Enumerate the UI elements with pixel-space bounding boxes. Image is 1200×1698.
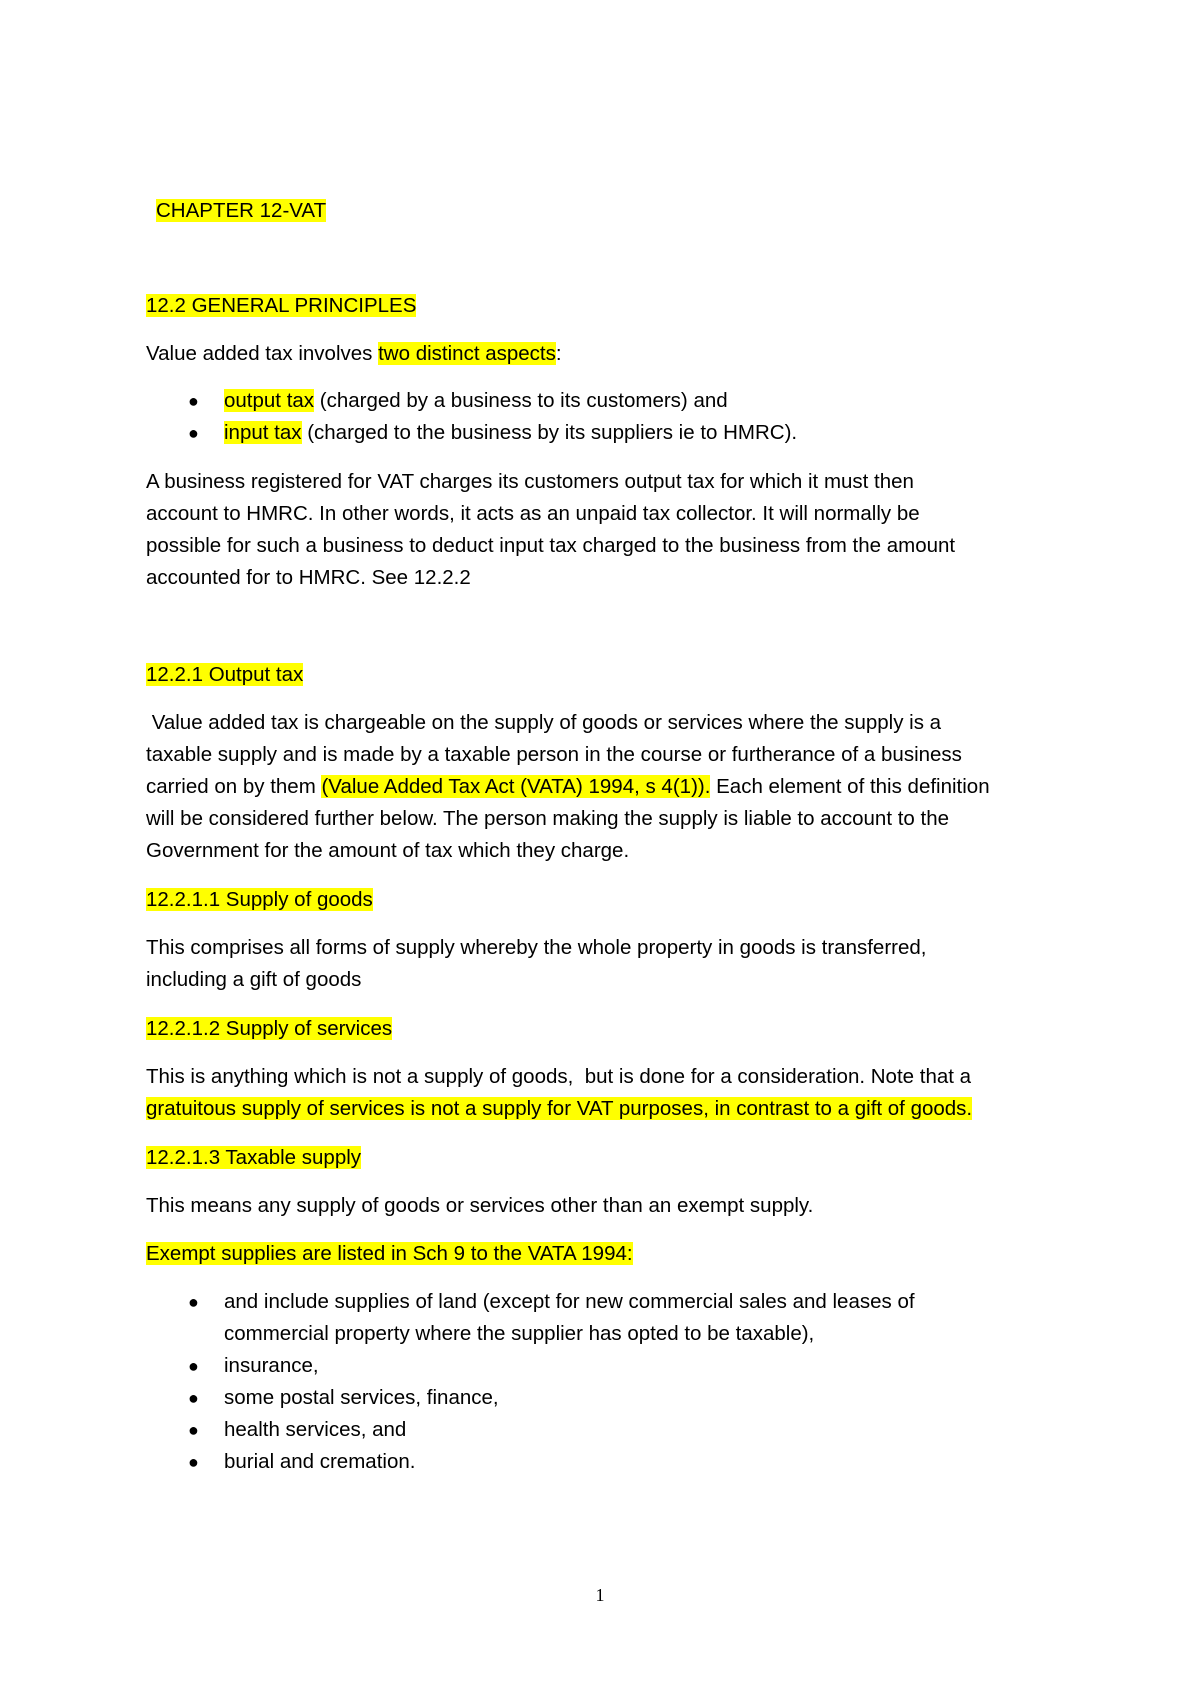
section-heading-taxable-supply: 12.2.1.3 Taxable supply	[146, 1146, 362, 1169]
section-heading-general-principles: 12.2 GENERAL PRINCIPLES	[146, 294, 417, 317]
exempt-supplies-heading: Exempt supplies are listed in Sch 9 to the VATA 1994:	[146, 1242, 633, 1265]
output-tax-line-with-citation: carried on by them (Value Added Tax Act (VATA) 1994, s 4(1)). Each element of this definition	[146, 775, 990, 798]
exempt-supplies-list	[146, 1286, 1066, 1478]
services-highlight-line: gratuitous supply of services is not a supply for VAT purposes, in contrast to a gift of goods.	[146, 1097, 973, 1120]
bullet-icon: ●	[188, 1452, 199, 1472]
section-heading-output-tax: 12.2.1 Output tax	[146, 663, 304, 686]
bullet-icon: ●	[188, 1292, 199, 1312]
output-tax-paragraph: Value added tax is chargeable on the supply of goods or services where the supply is a taxable supply and is made by a taxable person in the course or furtherance of a business carried on by them (Value Added Tax Act (VATA) 1994, s 4(1)). Each element of this definition will be considered further below. The person making the supply is liable to account to the Government for the amount of tax which they charge.	[146, 707, 1066, 867]
section-heading-supply-of-services: 12.2.1.2 Supply of services	[146, 1017, 393, 1040]
general-paragraph: A business registered for VAT charges its customers output tax for which it must then account to HMRC. In other words, it acts as an unpaid tax collector. It will normally be possible for such a business to deduct input tax charged to the business from the amount accounted for to HMRC. See 12.2.2	[146, 470, 956, 589]
bullet-icon: ●	[188, 391, 199, 411]
list-item: ● and include supplies of land (except for new commercial sales and leases of commercial property where the supplier has opted to be taxable),	[146, 1286, 1066, 1350]
list-item: ● burial and cremation.	[146, 1446, 1066, 1478]
list-item: ● health services, and	[146, 1414, 1066, 1446]
supply-of-goods-paragraph: This comprises all forms of supply whereby the whole property in goods is transferred, including a gift of goods	[146, 936, 927, 991]
bullet-icon: ●	[188, 1420, 199, 1440]
list-item: ● input tax (charged to the business by its suppliers ie to HMRC).	[146, 417, 1066, 449]
list-item: ● insurance,	[146, 1350, 1066, 1382]
list-item: ● output tax (charged by a business to its customers) and	[146, 385, 1066, 417]
general-intro: Value added tax involves two distinct aspects:	[146, 342, 562, 365]
bullet-icon: ●	[188, 1388, 199, 1408]
bullet-icon: ●	[188, 1356, 199, 1376]
supply-of-services-paragraph: This is anything which is not a supply of goods, but is done for a consideration. Note that a gratuitous supply of services is not a supply for VAT purposes, in contrast to a gift of goods.	[146, 1061, 1066, 1125]
chapter-title: CHAPTER 12-VAT	[156, 199, 327, 222]
page-number: 1	[595, 1585, 605, 1605]
aspects-list	[146, 385, 1066, 449]
section-heading-supply-of-goods: 12.2.1.1 Supply of goods	[146, 888, 373, 911]
list-item: ● some postal services, finance,	[146, 1382, 1066, 1414]
bullet-icon: ●	[188, 423, 199, 443]
taxable-supply-definition: This means any supply of goods or services other than an exempt supply.	[146, 1194, 814, 1217]
